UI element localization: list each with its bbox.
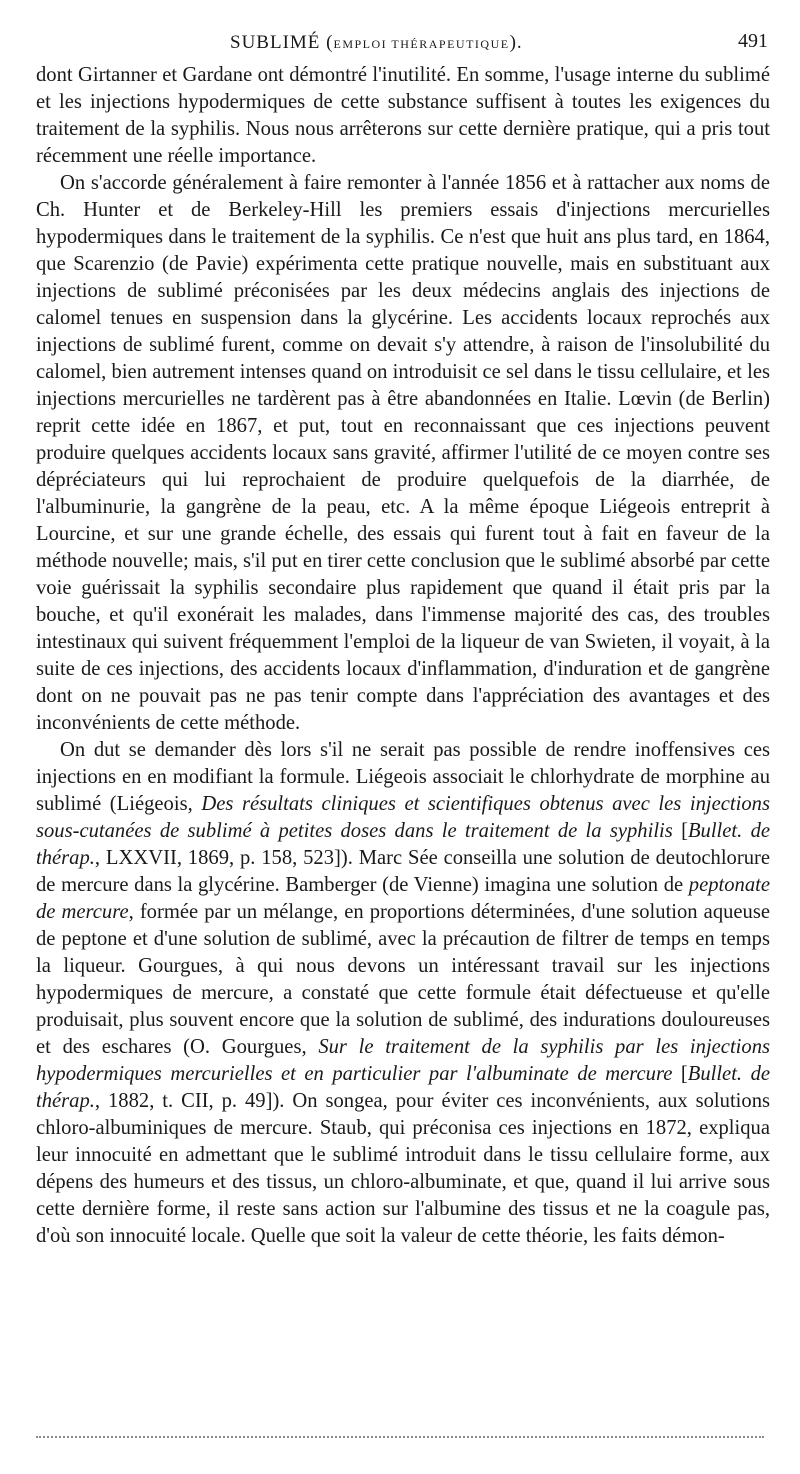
running-header <box>36 30 770 62</box>
italic-text-run: Bullet. de thérap. <box>36 820 771 869</box>
text-run: , LXXVII, 1869, p. 158, 523]). Marc Sée conseilla une solution de deutochlorure de mercure dans la glycérine. Bamberger (de Vienne) imagina une solution de <box>36 847 770 896</box>
running-title-main: SUBLIMÉ ( <box>230 32 334 53</box>
text-run: , formée par un mélange, en proportions déterminées, d'une solution aqueuse de peptone et d'une solution de sublimé, avec la précaution de filtrer de temps en temps la liqueur. Gourgues, à qui nous devons un intéressant travail sur les injections hypodermiques de mercure, a constaté que cette formule était défectueuse et qu'elle produisait, plus souvent encore que la solution de sublimé, des indurations douloureuses et des eschares (O. Gourgues, <box>36 901 771 1058</box>
text-run: , 1882, t. CII, p. 49]). On songea, pour éviter ces inconvénients, aux solutions chloro-albuminiques de mercure. Staub, qui préconisa ces injections en 1872, expliqua leur innocuité en admettant que le sublimé introduit dans le tissu cellulaire forme, aux dépens des humeurs et des tissus, un chloro-albuminate, et que, quand il lui arrive sous cette dernière forme, il reste sans action sur l'albumine des tissus et ne la coagule pas, d'où son innocuité locale. Quelle que soit la valeur de cette théorie, les faits démon- <box>36 1090 770 1247</box>
text-run: [ <box>672 1063 688 1085</box>
footer-dotted-rule <box>36 1436 764 1438</box>
italic-text-run: peptonate de mercure <box>36 874 770 923</box>
italic-text-run: Sur le traitement de la syphilis par les injections hypodermiques mercurielles et en particulier par l'albuminate de mercure <box>36 1036 771 1085</box>
body-text <box>36 62 770 1250</box>
book-page <box>36 30 770 1250</box>
text-run: [ <box>672 820 688 842</box>
running-title <box>230 32 523 54</box>
text-run: On s'accorde généralement à faire remonter à l'année 1856 et à rattacher aux noms de Ch. Hunter et de Berkeley-Hill les premiers essais d'injections mercurielles hypodermiques dans le traitement de la syphilis. Ce n'est que huit ans plus tard, en 1864, que Scarenzio (de Pavie) expérimenta cette pratique nouvelle, mais en substituant aux injections de sublimé préconisées par les deux médecins anglais des injections de calomel tenues en suspension dans la glycérine. Les accidents locaux reprochés aux injections de sublimé furent, comme on devait s'y attendre, à raison de l'insolubilité du calomel, bien autrement intenses quand on introduisit ce sel dans le tissu cellulaire, et les injections mercurielles ne tardèrent pas à être abandonnées en Italie. Lœvin (de Berlin) reprit cette idée en 1867, et put, tout en reconnaissant que ces injections peuvent produire quelques accidents locaux sans gravité, affirmer l'utilité de ce moyen contre ses dépréciateurs qui lui reprochaient de produire quelquefois de la diarrhée, de l'albuminurie, la gangrène de la peau, etc. A la même époque Liégeois entreprit à Lourcine, et sur une grande échelle, des essais qui furent tout à fait en faveur de la méthode nouvelle; mais, s'il put en tirer cette conclusion que le sublimé absorbé par cette voie guérissait la syphilis secondaire plus rapidement que quand il était pris par la bouche, et qu'il exonérait les malades, dans l'immense majorité des cas, des troubles intestinaux qui suivent fréquemment l'emploi de la liqueur de van Swieten, il voyait, à la suite de ces injections, des accidents locaux d'inflammation, d'induration et de gangrène dont on ne pouvait pas ne pas tenir compte dans l'appréciation des avantages et des inconvénients de cette méthode. <box>36 172 770 734</box>
paragraph <box>36 170 770 737</box>
paragraph <box>36 62 770 170</box>
italic-text-run: Des résultats cliniques et scientifiques obtenus avec les injections sous-cutanées de sublimé à petites doses dans le traitement de la syphilis <box>36 793 770 842</box>
text-run: On dut se demander dès lors s'il ne serait pas possible de rendre inoffensives ces injections en en modifiant la formule. Liégeois associait le chlorhydrate de morphine au sublimé (Liégeois, <box>36 739 770 815</box>
italic-text-run: Bullet. de thérap. <box>36 1063 771 1112</box>
paragraph <box>36 737 770 1250</box>
running-title-subtitle: EMPLOI THÉRAPEUTIQUE <box>333 37 510 51</box>
text-run: dont Girtanner et Gardane ont démontré l'inutilité. En somme, l'usage interne du sublimé et les injections hypodermiques de cette substance suffisent à toutes les exigences du traitement de la syphilis. Nous nous arrêterons sur cette dernière pratique, qui a pris tout récemment une réelle importance. <box>36 64 770 167</box>
page-number: 491 <box>738 30 768 52</box>
running-title-close: ). <box>509 32 523 53</box>
